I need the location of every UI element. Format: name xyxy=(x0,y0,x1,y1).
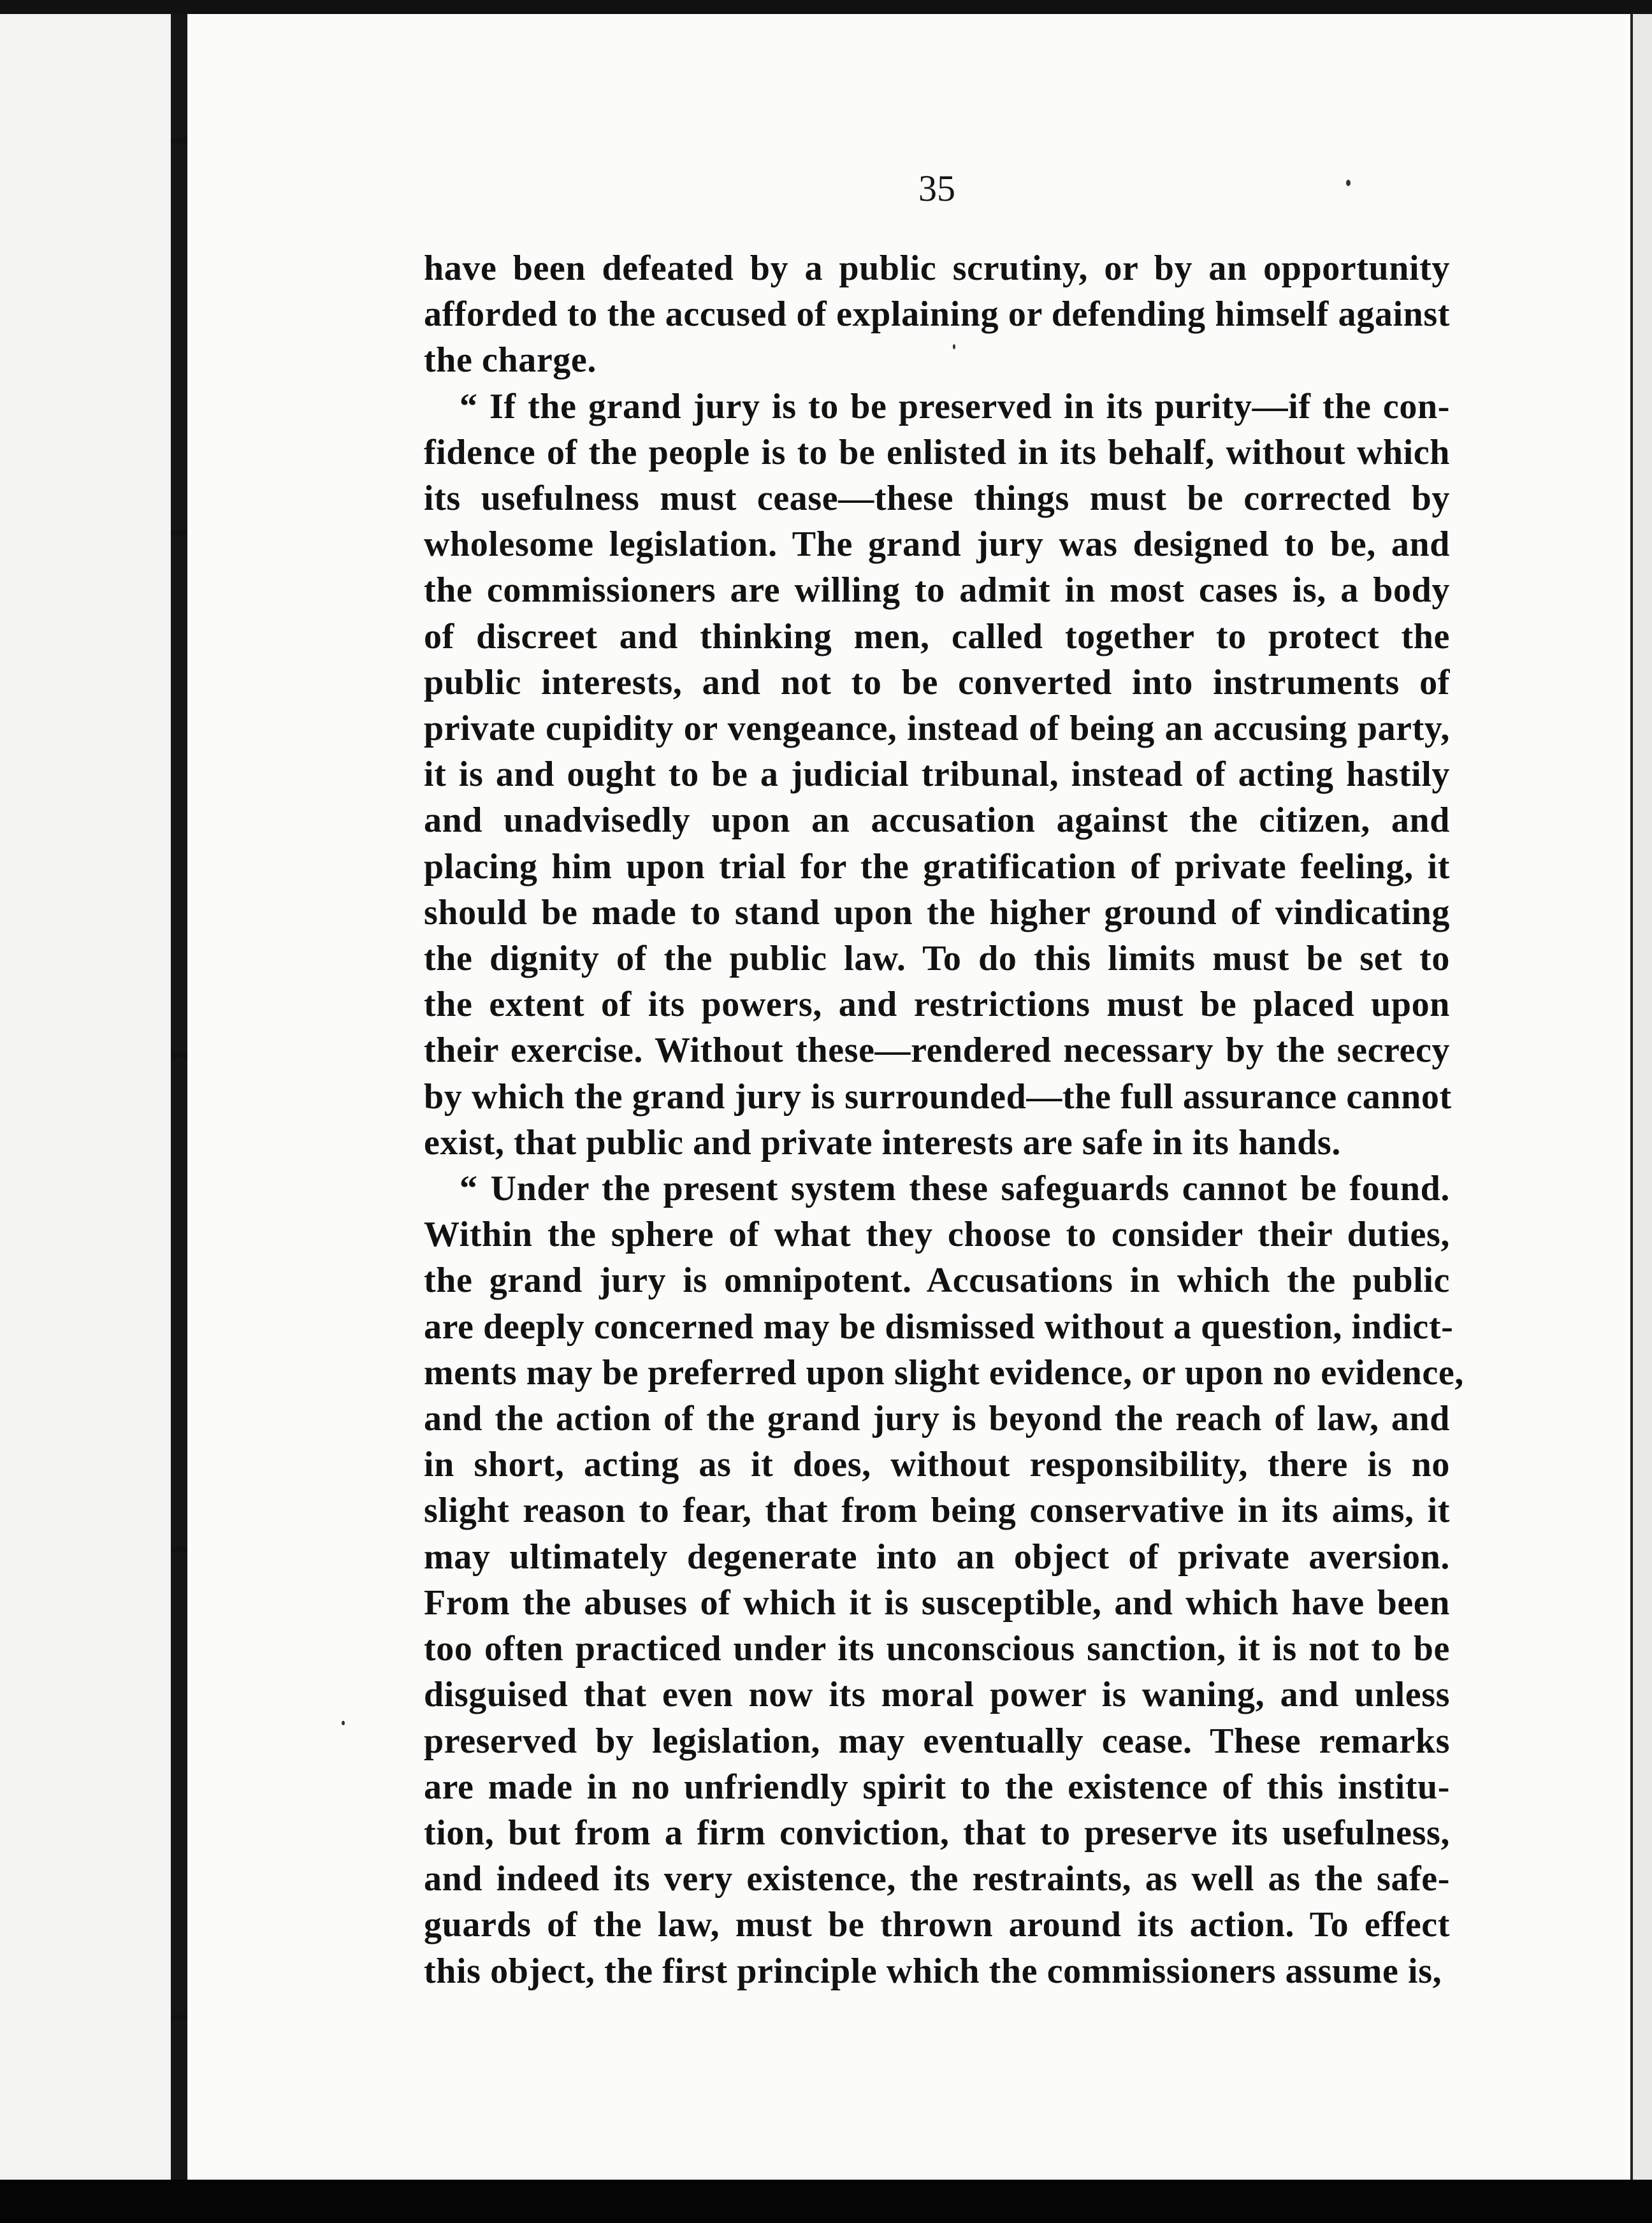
page-number: 35 xyxy=(918,168,955,209)
paragraph xyxy=(424,1166,1464,1994)
text-line: Within the sphere of what they choose to consider their duties, xyxy=(424,1215,1450,1255)
text-line: in short, acting as it does, without responsibility, there is no xyxy=(424,1445,1450,1485)
text-line: fidence of the people is to be enlisted in its behalf, without which xyxy=(424,432,1450,472)
text-line: public interests, and not to be converted into instruments of xyxy=(424,662,1450,702)
text-line: From the abuses of which it is susceptible, and which have been xyxy=(424,1582,1450,1623)
text-line: placing him upon trial for the gratification of private feeling, it xyxy=(424,846,1450,887)
text-line: guards of the law, must be thrown around its action. To effect xyxy=(424,1905,1450,1945)
text-line: and unadvisedly upon an accusation against the citizen, and xyxy=(424,800,1450,841)
text-line: tion, but from a firm conviction, that to preserve its usefulness, xyxy=(424,1813,1450,1853)
text-line: the commissioners are willing to admit in most cases is, a body xyxy=(424,570,1450,611)
text-line: their exercise. Without these—rendered necessary by the secrecy xyxy=(424,1031,1450,1071)
text-line: private cupidity or vengeance, instead of being an accusing party, xyxy=(424,709,1450,749)
text-line: and indeed its very existence, the restraints, as well as the safe- xyxy=(424,1859,1450,1899)
text-line: by which the grand jury is surrounded—the full assurance cannot xyxy=(424,1076,1452,1117)
text-line: and the action of the grand jury is beyond the reach of law, and xyxy=(424,1399,1450,1439)
text-line: the extent of its powers, and restrictions must be placed upon xyxy=(424,985,1450,1025)
text-line: the grand jury is omnipotent. Accusations in which the public xyxy=(424,1261,1450,1301)
text-line: wholesome legislation. The grand jury was designed to be, and xyxy=(424,525,1450,565)
facing-page-edge xyxy=(0,14,171,2180)
binding-gutter xyxy=(171,14,187,2180)
text-line: the charge. xyxy=(424,340,597,380)
text-line: ments may be preferred upon slight evidence, or upon no evidence, xyxy=(424,1352,1464,1393)
body-text xyxy=(424,245,1464,1994)
text-line: “ Under the present system these safeguards cannot be found. xyxy=(460,1169,1450,1209)
text-line: have been defeated by a public scrutiny, or by an opportunity xyxy=(424,249,1450,288)
scan-top-border xyxy=(0,0,1652,14)
text-line: “ If the grand jury is to be preserved in its purity—if the con- xyxy=(460,386,1450,426)
text-line: it is and ought to be a judicial tribunal, instead of acting hastily xyxy=(424,755,1450,795)
text-line: its usefulness must cease—these things must be corrected by xyxy=(424,479,1450,519)
scan-bottom-border xyxy=(0,2180,1652,2223)
text-line: too often practiced under its unconscious sanction, it is not to be xyxy=(424,1629,1450,1669)
text-line: preserved by legislation, may eventually cease. These remarks xyxy=(424,1721,1450,1761)
text-line: exist, that public and private interests are safe in its hands. xyxy=(424,1122,1341,1162)
text-line: may ultimately degenerate into an object of private aversion. xyxy=(424,1537,1450,1577)
paragraph xyxy=(424,384,1450,1166)
text-line: this object, the first principle which the commissioners assume is, xyxy=(424,1951,1442,1991)
text-line: are deeply concerned may be dismissed without a question, indict- xyxy=(424,1307,1454,1347)
text-line: the dignity of the public law. To do this limits must be set to xyxy=(424,939,1450,979)
text-line: are made in no unfriendly spirit to the existence of this institu- xyxy=(424,1767,1450,1807)
print-speck xyxy=(342,1721,345,1725)
page-right-edge xyxy=(1630,14,1652,2180)
text-line: afforded to the accused of explaining or defending himself against xyxy=(424,294,1450,335)
print-speck xyxy=(1346,180,1351,186)
paragraph xyxy=(424,245,1450,384)
text-line: should be made to stand upon the higher ground of vindicating xyxy=(424,892,1450,932)
text-line: of discreet and thinking men, called together to protect the xyxy=(424,616,1450,656)
text-line: disguised that even now its moral power is waning, and unless xyxy=(424,1675,1450,1715)
text-line: slight reason to fear, that from being conservative in its aims, it xyxy=(424,1491,1450,1531)
